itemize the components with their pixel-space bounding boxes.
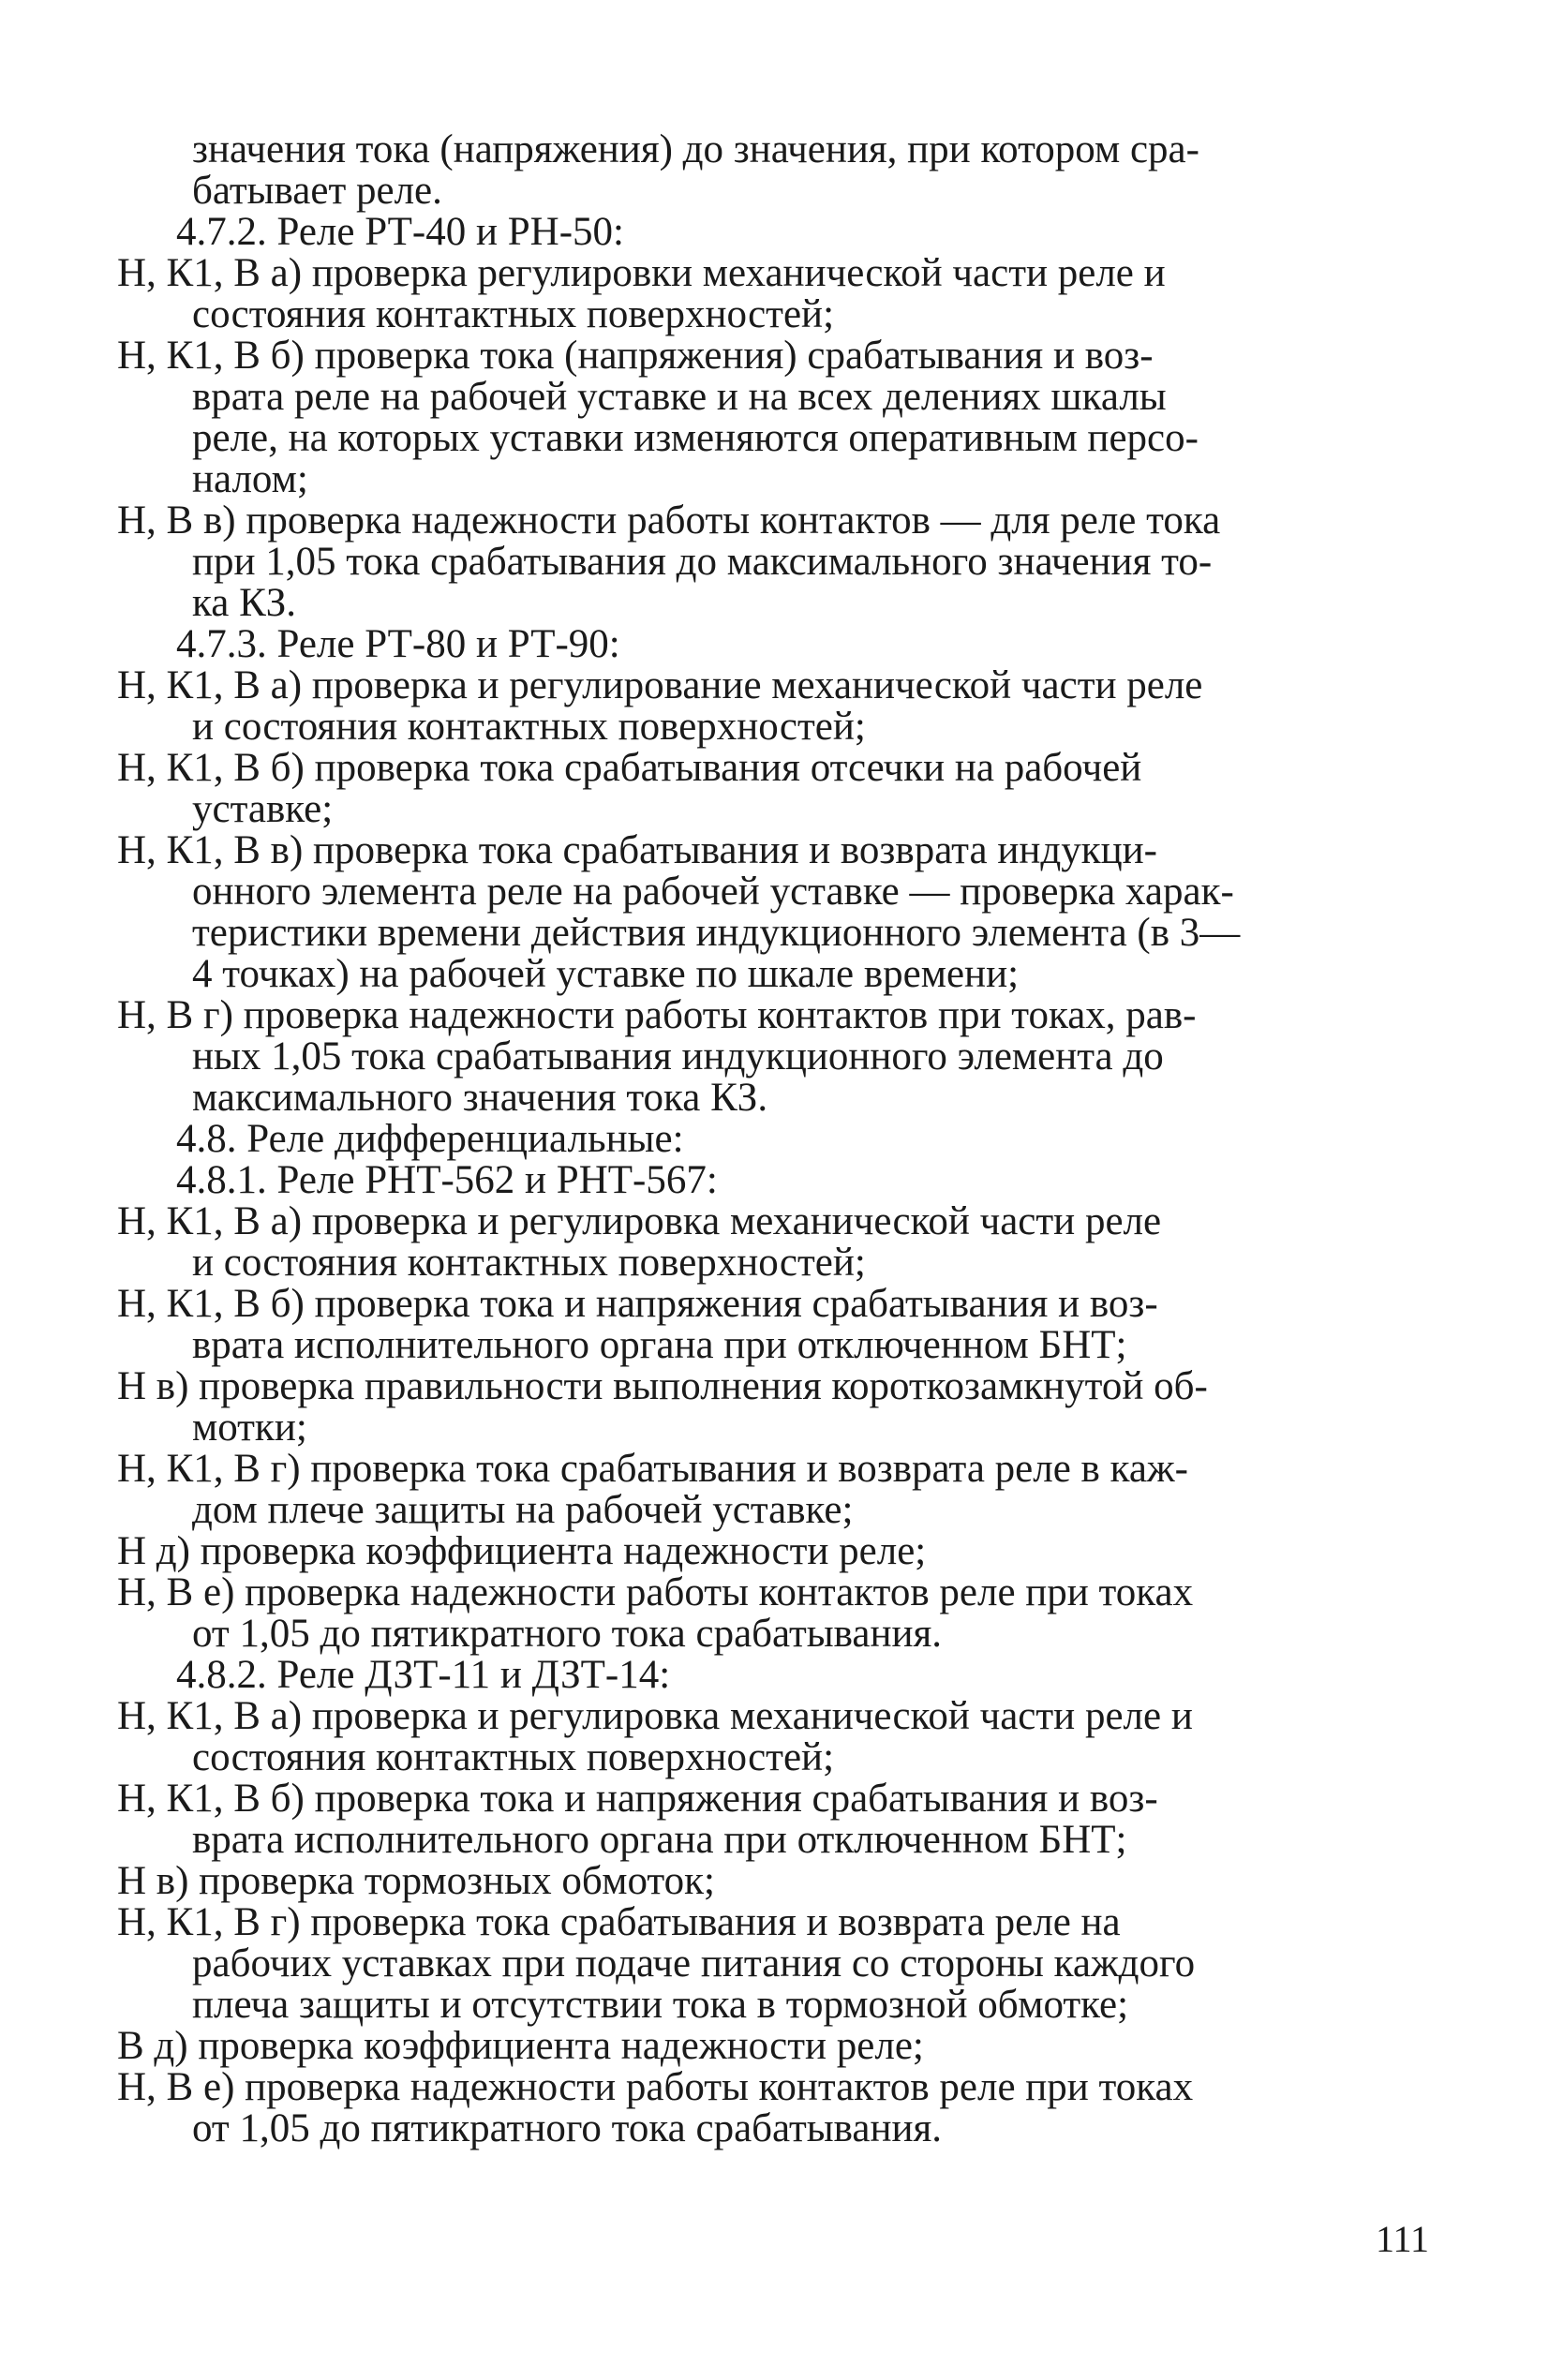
text-line: ных 1,05 тока срабатывания индукционного элемента до	[192, 1034, 1164, 1078]
section-heading: 4.8.2. Реле ДЗТ-11 и ДЗТ-14:	[176, 1653, 671, 1697]
text-line: батывает реле.	[192, 169, 442, 213]
text-line: налом;	[192, 457, 308, 501]
text-line: врата исполнительного органа при отключенном БНТ;	[192, 1818, 1127, 1862]
text-line: Н, К1, В б) проверка тока срабатывания отсечки на рабочей	[117, 746, 1142, 790]
text-line: мотки;	[192, 1406, 307, 1450]
text-line: состояния контактных поверхностей;	[192, 1735, 835, 1779]
text-line: и состояния контактных поверхностей;	[192, 1241, 866, 1285]
text-line: 4 точках) на рабочей уставке по шкале времени;	[192, 952, 1020, 996]
text-line: Н д) проверка коэффициента надежности реле;	[117, 1529, 927, 1573]
text-line: Н, В в) проверка надежности работы контактов — для реле тока	[117, 498, 1221, 543]
text-line: врата исполнительного органа при отключенном БНТ;	[192, 1323, 1127, 1367]
text-line: от 1,05 до пятикратного тока срабатывания.	[192, 1612, 943, 1656]
section-heading: 4.8. Реле дифференциальные:	[176, 1117, 684, 1161]
text-line: от 1,05 до пятикратного тока срабатывания.	[192, 2106, 943, 2150]
text-line: Н, К1, В б) проверка тока и напряжения срабатывания и воз-	[117, 1777, 1158, 1821]
text-line: Н, К1, В а) проверка и регулирование механической части реле	[117, 663, 1203, 707]
text-line: В д) проверка коэффициента надежности реле;	[117, 2024, 924, 2068]
text-line: и состояния контактных поверхностей;	[192, 705, 866, 749]
page-text	[117, 129, 1429, 2149]
section-heading: 4.7.2. Реле РТ-40 и РН-50:	[176, 210, 624, 254]
text-line: реле, на которых уставки изменяются оперативным персо-	[192, 416, 1199, 460]
text-line: максимального значения тока КЗ.	[192, 1076, 768, 1120]
text-line: Н, К1, В а) проверка регулировки механической части реле и	[117, 251, 1166, 295]
text-line: уставке;	[192, 787, 334, 831]
text-line: онного элемента реле на рабочей уставке — проверка харак-	[192, 870, 1234, 914]
text-line: Н в) проверка тормозных обмоток;	[117, 1859, 715, 1903]
text-line: Н, К1, В г) проверка тока срабатывания и возврата реле в каж-	[117, 1447, 1188, 1491]
text-line: теристики времени действия индукционного элемента (в 3—	[192, 911, 1241, 955]
text-line: Н, В е) проверка надежности работы контактов реле при токах	[117, 1570, 1194, 1614]
text-line: Н в) проверка правильности выполнения короткозамкнутой об-	[117, 1364, 1208, 1408]
text-line: Н, В г) проверка надежности работы контактов при токах, рав-	[117, 993, 1197, 1037]
page-number: 111	[1375, 2218, 1429, 2260]
section-heading: 4.7.3. Реле РТ-80 и РТ-90:	[176, 622, 620, 666]
text-line: дом плече защиты на рабочей уставке;	[192, 1488, 854, 1532]
text-line: рабочих уставках при подаче питания со стороны каждого	[192, 1941, 1196, 1986]
text-line: Н, К1, В а) проверка и регулировка механической части реле	[117, 1199, 1162, 1243]
text-line: врата реле на рабочей уставке и на всех делениях шкалы	[192, 375, 1167, 419]
text-line: Н, К1, В г) проверка тока срабатывания и возврата реле на	[117, 1900, 1121, 1944]
text-line: Н, В е) проверка надежности работы контактов реле при токах	[117, 2065, 1194, 2109]
text-line: Н, К1, В б) проверка тока (напряжения) срабатывания и воз-	[117, 334, 1154, 378]
text-line: ка КЗ.	[192, 581, 297, 625]
text-line: значения тока (напряжения) до значения, при котором сра-	[192, 127, 1199, 171]
text-line: состояния контактных поверхностей;	[192, 292, 835, 336]
text-line: Н, К1, В б) проверка тока и напряжения срабатывания и воз-	[117, 1282, 1158, 1326]
text-line: Н, К1, В в) проверка тока срабатывания и возврата индукци-	[117, 828, 1157, 872]
section-heading: 4.8.1. Реле РНТ-562 и РНТ-567:	[176, 1158, 718, 1202]
text-line: при 1,05 тока срабатывания до максимального значения то-	[192, 540, 1213, 584]
text-line: Н, К1, В а) проверка и регулировка механической части реле и	[117, 1694, 1193, 1738]
text-line: плеча защиты и отсутствии тока в тормозной обмотке;	[192, 1983, 1129, 2027]
